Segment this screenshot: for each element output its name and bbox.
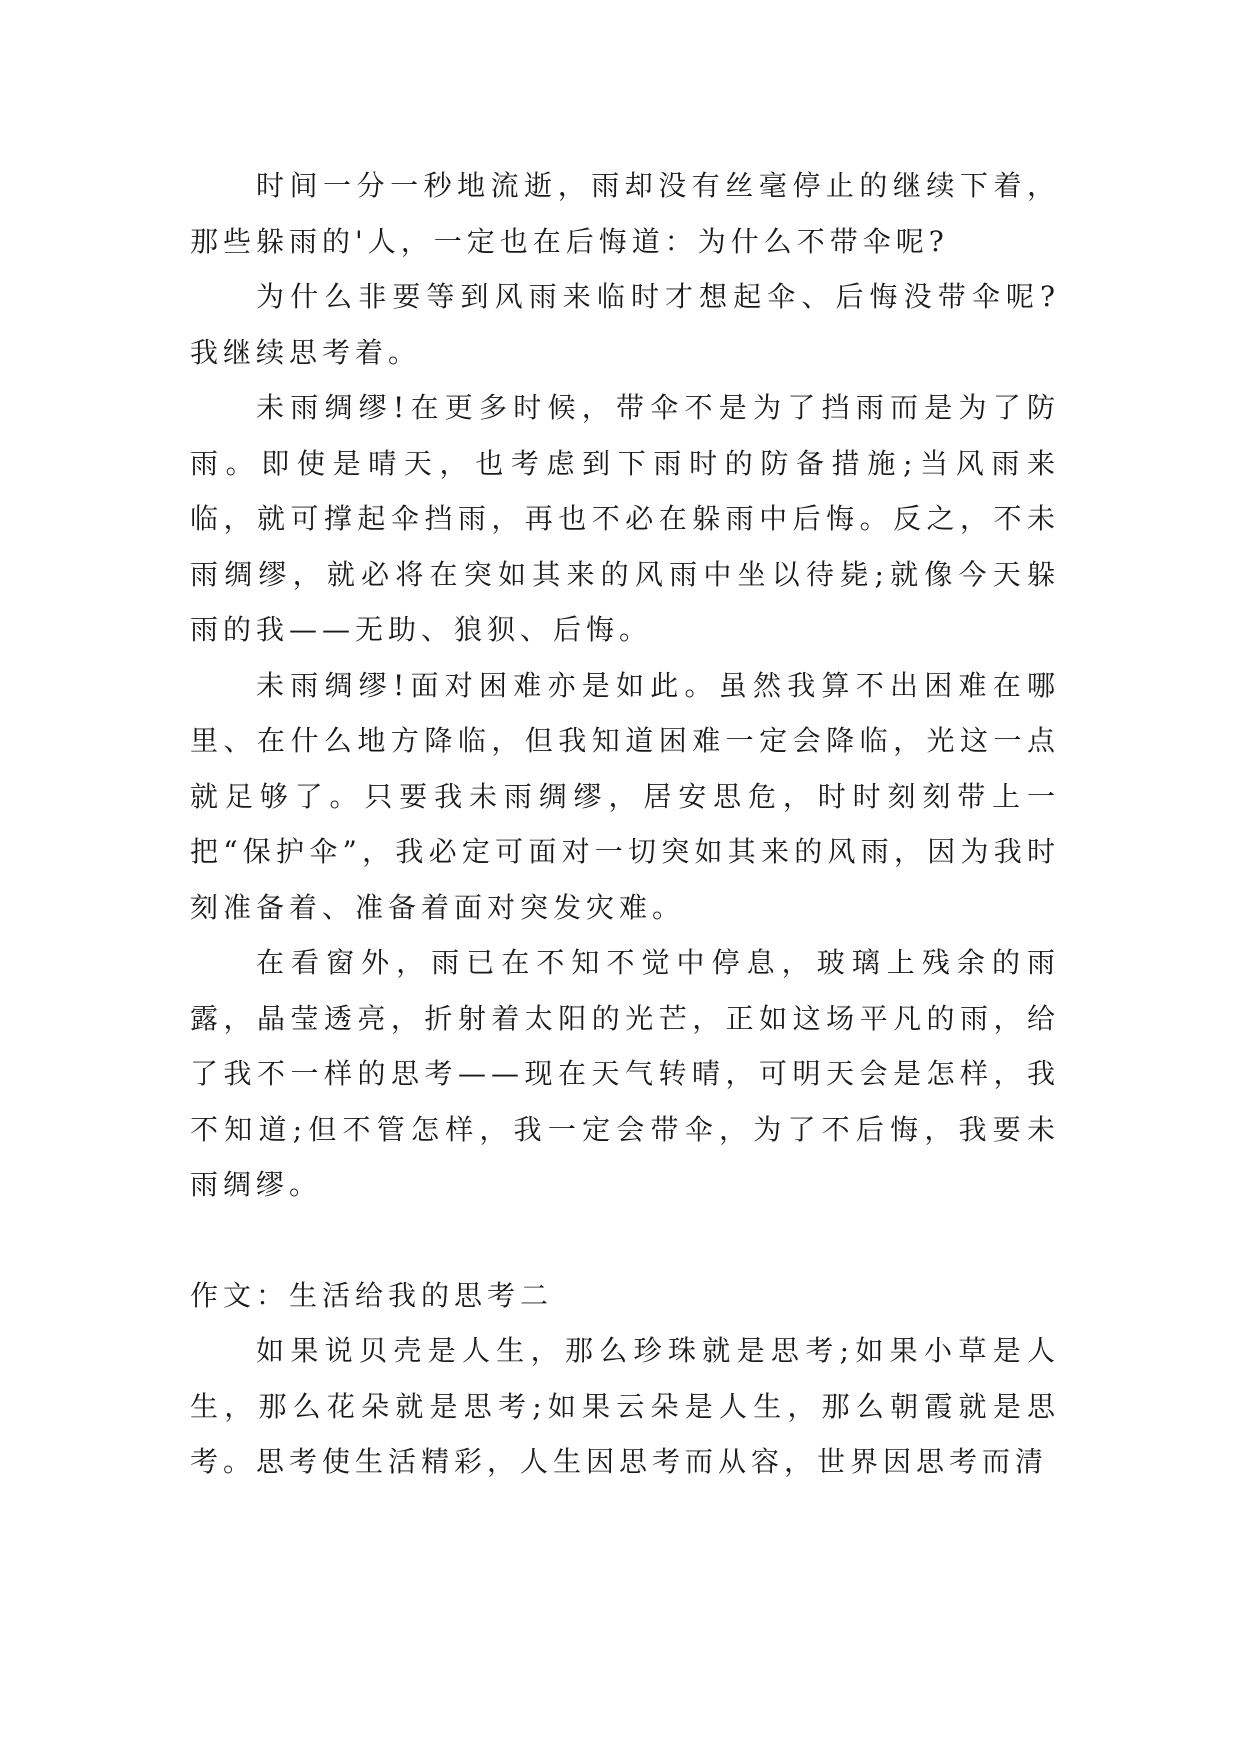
paragraph: 在看窗外，雨已在不知不觉中停息，玻璃上残余的雨露，晶莹透亮，折射着太阳的光芒，正如这场平凡的雨，给了我不一样的思考——现在天气转晴，可明天会是怎样，我不知道;但不管怎样，我一定会带伞，为了不后悔，我要未雨绸缪。 bbox=[190, 946, 1060, 1201]
paragraph: 时间一分一秒地流逝，雨却没有丝毫停止的继续下着，那些躲雨的'人，一定也在后悔道：为什么不带伞呢? bbox=[190, 169, 1060, 258]
section-spacer bbox=[190, 1213, 1060, 1268]
paragraph: 未雨绸缪!面对困难亦是如此。虽然我算不出困难在哪里、在什么地方降临，但我知道困难一定会降临，光这一点就足够了。只要我未雨绸缪，居安思危，时时刻刻带上一把“保护伞”，我必定可面对一切突如其来的风雨，因为我时刻准备着、准备着面对突发灾难。 bbox=[190, 668, 1060, 924]
paragraph: 如果说贝壳是人生，那么珍珠就是思考;如果小草是人生，那么花朵就是思考;如果云朵是人生，那么朝霞就是思考。思考使生活精彩，人生因思考而从容，世界因思考而清 bbox=[190, 1334, 1060, 1478]
paragraph: 为什么非要等到风雨来临时才想起伞、后悔没带伞呢?我继续思考着。 bbox=[190, 280, 1060, 369]
document-page bbox=[190, 158, 1060, 1490]
section-heading: 作文：生活给我的思考二 bbox=[190, 1278, 554, 1312]
paragraph: 未雨绸缪!在更多时候，带伞不是为了挡雨而是为了防雨。即使是晴天，也考虑到下雨时的防备措施;当风雨来临，就可撑起伞挡雨，再也不必在躲雨中后悔。反之，不未雨绸缪，就必将在突如其来的风雨中坐以待毙;就像今天躲雨的我——无助、狼狈、后悔。 bbox=[190, 391, 1060, 646]
